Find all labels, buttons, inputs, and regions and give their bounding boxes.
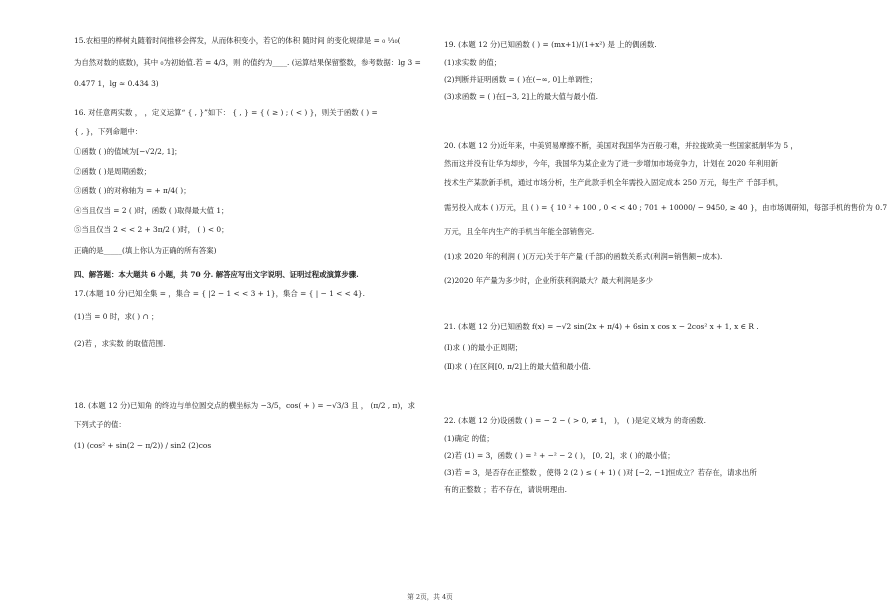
question-22-part-3: (3)若 = 3，是否存在正整数 ，使得 2 (2 ) ≤ ( + 1) ( )对 [−2, −1]恒成立？若存在，请求出所	[444, 468, 757, 477]
question-20-part-1: (1)求 2020 年的利润 ( )(万元)关于年产量 (千部)的函数关系式(利润=销售额−成本).	[444, 252, 723, 261]
question-17-stem: 17.(本题 10 分)已知全集 = ，集合 = { |2 − 1 < < 3 + 1}，集合 = { | − 1 < < 4}.	[74, 289, 365, 298]
question-16-line-2: { , }，下列命题中：	[74, 127, 143, 136]
question-21-part-1: (Ⅰ)求 ( )的最小正周期；	[444, 343, 523, 352]
question-22-stem: 22. (本题 12 分)设函数 ( ) = − 2 − ( > 0, ≠ 1， )， ( )是定义域为 的奇函数.	[444, 416, 706, 425]
question-19-part-1: (1)求实数 的值；	[444, 58, 502, 67]
question-18-prompt: 下列式子的值：	[74, 420, 126, 429]
question-18-stem: 18. (本题 12 分)已知角 的终边与单位圆交点的横坐标为 −3/5，cos( + ) = −√3/3 且 ， (π/2 , π)，求	[74, 401, 416, 410]
question-16-item-3: ③函数 ( )的对称轴为 = + π/4( )；	[74, 186, 191, 195]
question-22-part-2: (2)若 (1) = 3，函数 ( ) = ² + −² − 2 ( )， [0, 2]，求 ( )的最小值；	[444, 451, 675, 460]
question-22-part-1: (1)确定 的值；	[444, 434, 494, 443]
question-20-part-2: (2)2020 年产量为多少时，企业所获利润最大？最大利润是多少	[444, 276, 654, 285]
page-footer: 第 2页，共 4页	[407, 593, 453, 601]
question-17-part-1: (1)当 = 0 时，求( ) ∩ ；	[74, 312, 159, 321]
question-18-parts: (1) (cos² + sin(2 − π/2)) / sin2 (2)cos	[74, 441, 212, 450]
question-16-item-2: ②函数 ( )是周期函数；	[74, 167, 151, 176]
question-21-stem: 21. (本题 12 分)已知函数 f(x) = −√2 sin(2x + π/4) + 6sin x cos x − 2cos² x + 1, x ∈ R .	[444, 322, 759, 331]
question-15-line-1: 15.农桓里的桦树丸随着时间推移会挥发，从而体积变小，若它的体积 随时间 的变化规律是 = ₀ ¹⁄₁₀(	[74, 36, 401, 45]
question-17-part-2: (2)若 ，求实数 的取值范围.	[74, 339, 166, 348]
question-20-line-1: 20. (本题 12 分)近年来，中美贸易摩擦不断，美国对我国华为百般刁难，并拉拢欧美一些国家抵制华为 5 ，	[444, 141, 798, 150]
question-20-line-3: 技术生产某款新手机，通过市场分析，生产此款手机全年需投入固定成本 250 万元，每生产 千部手机，	[444, 178, 783, 187]
question-19-stem: 19. (本题 12 分)已知函数 ( ) = (mx+1)/(1+x²) 是 上的偶函数.	[444, 40, 657, 49]
question-15-line-3: 0.477 1，lg ≈ 0.434 3)	[74, 79, 159, 88]
question-20-line-5: 万元，且全年内生产的手机当年能全部销售完.	[444, 227, 595, 236]
question-15-line-2: 为自然对数的底数)，其中 ₀为初始值.若 = 4/3，则 的值约为____. (运算结果保留整数，参考数据：lg 3 =	[74, 58, 421, 67]
question-20-cost-function: 需另投入成本 ( )万元，且 ( ) = { 10 ² + 100 , 0 < < 40 ; 701 + 10000/ − 9450, ≥ 40 }，由市场调研知，每部手机的售价为 0.7	[444, 203, 887, 212]
question-16-item-1: ①函数 ( )的值域为[−√2/2, 1]；	[74, 147, 182, 156]
question-20-line-2: 然而这并没有让华为却步，今年，我国华为某企业为了进一步增加市场竞争力，计划在 2020 年利用新	[444, 159, 778, 168]
question-21-part-2: (Ⅱ)求 ( )在区间[0, π/2]上的最大值和最小值.	[444, 362, 591, 371]
question-16-item-5: ⑤当且仅当 2 < < 2 + 3π/2 ( )时， ( ) < 0；	[74, 225, 229, 234]
question-16-line-1: 16. 对任意两实数 ， ，定义运算“ { , }”如下： { , } = { ( ≥ ) ; ( < ) }，则关于函数 ( ) =	[74, 108, 378, 117]
question-19-part-3: (3)求函数 = ( )在[−3, 2]上的最大值与最小值.	[444, 92, 598, 101]
question-16-item-4: ④当且仅当 = 2 ( )时，函数 ( )取得最大值 1；	[74, 206, 229, 215]
question-22-part-3-cont: 有的正整数 ；若不存在，请说明理由.	[444, 485, 567, 494]
section-4-heading: 四、解答题：本大题共 6 小题，共 70 分. 解答应写出文字说明、证明过程或演算步骤.	[74, 270, 359, 279]
question-16-answer-prompt: 正确的是_____(填上你认为正确的所有答案)	[74, 246, 217, 255]
question-19-part-2: (2)判断并证明函数 = ( )在(−∞, 0]上单调性；	[444, 75, 598, 84]
